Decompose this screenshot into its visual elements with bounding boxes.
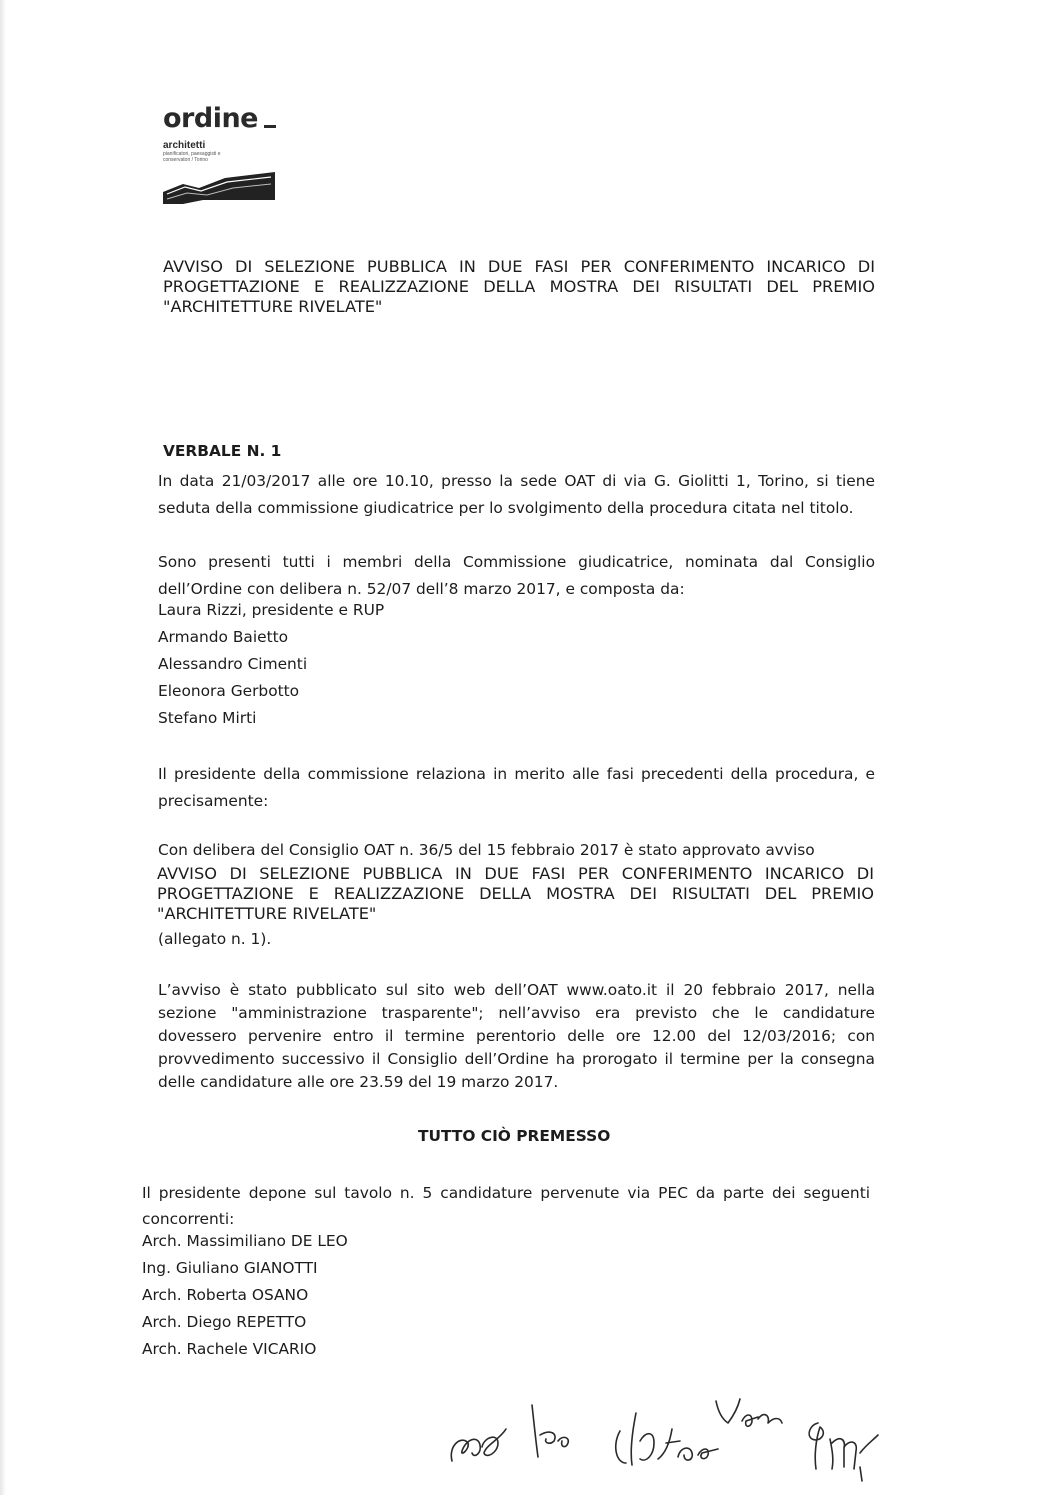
- intro-paragraph: [158, 471, 875, 518]
- notice-title-line: AVVISO DI SELEZIONE PUBBLICA IN DUE FASI PER CONFERIMENTO INCARICO DI: [163, 257, 875, 276]
- list-item: Arch. Massimiliano DE LEO: [142, 1232, 348, 1250]
- ordine-architetti-logo: [163, 104, 288, 214]
- delibera-paragraph: [158, 840, 875, 860]
- publication-line: L’avviso è stato pubblicato sul sito web dell’OAT www.oato.it il 20 febbraio 2017, nella: [158, 981, 875, 999]
- notice-title-line: "ARCHITETTURE RIVELATE": [163, 297, 383, 316]
- candidates-intro-paragraph: [142, 1183, 870, 1229]
- delibera-line: Con delibera del Consiglio OAT n. 36/5 del 15 febbraio 2017 è stato approvato avviso: [158, 841, 815, 859]
- delibera-title-line: "ARCHITETTURE RIVELATE": [157, 904, 377, 923]
- premesso-heading: TUTTO CIÒ PREMESSO: [418, 1127, 611, 1145]
- members-intro-paragraph: [158, 552, 875, 599]
- verbale-heading: VERBALE N. 1: [163, 442, 282, 460]
- publication-paragraph: [158, 980, 875, 1095]
- candidates-intro-line: concorrenti:: [142, 1210, 235, 1228]
- publication-line: sezione "amministrazione trasparente"; nell’avviso era previsto che le candidature: [158, 1004, 875, 1022]
- delibera-notice-title: [157, 864, 874, 924]
- logo-word: ordine: [163, 103, 258, 134]
- intro-line: In data 21/03/2017 alle ore 10.10, presso la sede OAT di via G. Giolitti 1, Torino, si tiene: [158, 472, 875, 490]
- list-item: Alessandro Cimenti: [158, 655, 308, 673]
- logo-mark-icon: [163, 170, 275, 204]
- logo-small-text: pianificatori, paesaggisti e conservatori / Torino: [163, 151, 221, 163]
- logo-dash: [264, 125, 276, 128]
- list-item: Eleonora Gerbotto: [158, 682, 300, 700]
- president-report-line: Il presidente della commissione relaziona in merito alle fasi precedenti della procedura, e: [158, 765, 875, 783]
- list-item: Armando Baietto: [158, 628, 289, 646]
- handwritten-signatures: [440, 1383, 910, 1483]
- allegato-note: (allegato n. 1).: [158, 930, 272, 948]
- delibera-title-line: AVVISO DI SELEZIONE PUBBLICA IN DUE FASI PER CONFERIMENTO INCARICO DI: [157, 864, 874, 883]
- list-item: Arch. Rachele VICARIO: [142, 1340, 317, 1358]
- scan-edge-shadow: [0, 0, 6, 1495]
- list-item: Laura Rizzi, presidente e RUP: [158, 601, 385, 619]
- publication-line: dovessero pervenire entro il termine perentorio delle ore 12.00 del 12/03/2016; con: [158, 1027, 875, 1045]
- publication-line: delle candidature alle ore 23.59 del 19 marzo 2017.: [158, 1073, 559, 1091]
- publication-line: provvedimento successivo il Consiglio dell’Ordine ha prorogato il termine per la consegna: [158, 1050, 875, 1068]
- logo-subtitle: architetti: [163, 140, 206, 151]
- intro-line: seduta della commissione giudicatrice per lo svolgimento della procedura citata nel titolo.: [158, 499, 854, 517]
- members-list: [158, 597, 384, 732]
- members-intro-line: Sono presenti tutti i membri della Commissione giudicatrice, nominata dal Consiglio: [158, 553, 875, 571]
- candidates-intro-line: Il presidente depone sul tavolo n. 5 candidature pervenute via PEC da parte dei seguenti: [142, 1184, 870, 1202]
- list-item: Ing. Giuliano GIANOTTI: [142, 1259, 318, 1277]
- list-item: Stefano Mirti: [158, 709, 257, 727]
- members-intro-line: dell’Ordine con delibera n. 52/07 dell’8 marzo 2017, e composta da:: [158, 580, 685, 598]
- president-report-line: precisamente:: [158, 792, 269, 810]
- list-item: Arch. Roberta OSANO: [142, 1286, 309, 1304]
- notice-title-line: PROGETTAZIONE E REALIZZAZIONE DELLA MOSTRA DEI RISULTATI DEL PREMIO: [163, 277, 875, 296]
- delibera-title-line: PROGETTAZIONE E REALIZZAZIONE DELLA MOSTRA DEI RISULTATI DEL PREMIO: [157, 884, 874, 903]
- list-item: Arch. Diego REPETTO: [142, 1313, 307, 1331]
- president-report-paragraph: [158, 764, 875, 811]
- notice-title: [163, 257, 875, 317]
- candidates-list: [142, 1228, 348, 1363]
